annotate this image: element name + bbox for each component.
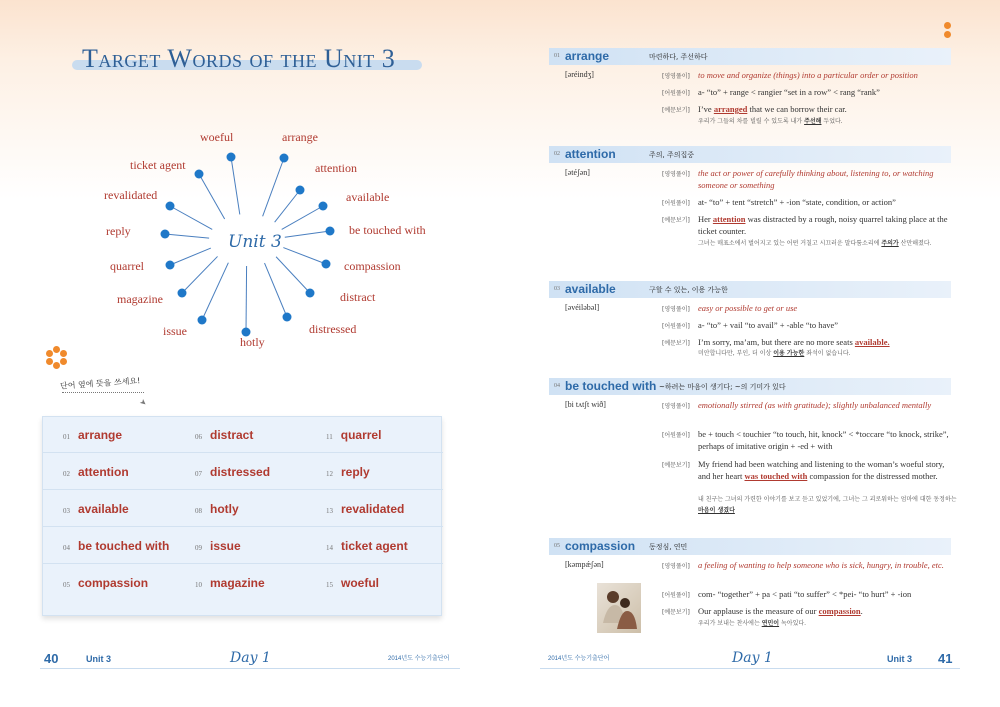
ety-label: [어원풀이] <box>662 323 690 330</box>
table-row <box>43 491 443 527</box>
wheel-dot <box>306 289 315 298</box>
table-cell: 05 compassion <box>63 576 149 590</box>
entry-header: 03 available 구할 수 있는, 이용 가능한 <box>549 281 951 298</box>
table-cell: 06 distract <box>195 428 254 442</box>
wheel-spoke <box>276 257 310 293</box>
entry-header: 01 arrange 마련하다, 주선하다 <box>549 48 951 65</box>
footer-day: Day 1 <box>230 650 271 666</box>
wheel-spoke <box>246 266 247 332</box>
table-cell: 02 attention <box>63 465 129 479</box>
entry-header: 02 attention 주의, 주의집중 <box>549 146 951 163</box>
wheel-dot <box>227 153 236 162</box>
wheel-dot <box>195 170 204 179</box>
ety-label: [어원풀이] <box>662 90 690 97</box>
ex-label: [예문보기] <box>662 107 690 114</box>
wheel-dot <box>296 186 305 195</box>
wheel-word: magazine <box>117 292 163 306</box>
footer-line <box>540 668 960 669</box>
ety-label: [어원풀이] <box>662 592 690 599</box>
def-label: [영영풀이] <box>662 563 690 570</box>
table-cell: 03 available <box>63 502 129 516</box>
wheel-dot <box>198 316 207 325</box>
dotted-arrow <box>62 392 144 393</box>
table-row <box>43 454 443 490</box>
wheel-spoke <box>170 206 212 229</box>
page-number: 40 <box>44 651 59 666</box>
table-cell: 14 ticket agent <box>326 539 408 553</box>
wheel-word: arrange <box>282 130 318 144</box>
footer-line <box>40 668 460 669</box>
wheel-word: compassion <box>344 259 401 273</box>
table-row <box>43 417 443 453</box>
etymology: at- “to” + tent “stretch” + -ion “state, condition, or action” <box>698 197 896 207</box>
example: My friend had been watching and listening to the woman’s woeful story, and her heart was touched with compassion for the distressed mother. <box>698 459 945 481</box>
table-cell: 01 arrange <box>63 428 123 442</box>
def-label: [영영풀이] <box>662 306 690 313</box>
definition: to move and organize (things) into a particular order or position <box>698 70 918 80</box>
wheel-spoke <box>275 190 300 222</box>
entry-arrange <box>549 48 951 128</box>
wheel-spoke <box>170 248 211 265</box>
wheel-spoke <box>199 174 225 219</box>
wheel-spoke <box>231 157 240 214</box>
page-number: 41 <box>938 651 953 666</box>
footer-day: Day 1 <box>732 650 773 666</box>
entry-available <box>549 281 951 361</box>
pronunciation: [əréindʒ] <box>565 70 594 79</box>
table-row <box>43 528 443 564</box>
korean-translation: 우리가 보내는 찬사에는 연민이 녹아있다. <box>698 620 807 627</box>
table-cell: 10 magazine <box>195 576 265 590</box>
footer-unit: Unit 3 <box>86 654 112 664</box>
table-cell: 15 woeful <box>326 576 379 590</box>
table-cell: 11 quarrel <box>326 428 382 442</box>
pronunciation: [kəmpǽʃən] <box>565 560 604 569</box>
page-title: Target Words of the Unit 3 <box>82 44 396 73</box>
ety-label: [어원풀이] <box>662 200 690 207</box>
dots-icon <box>942 22 952 44</box>
definition: a feeling of wanting to help someone who is sick, hungry, in trouble, etc. <box>698 560 944 570</box>
wheel-spoke <box>263 158 284 216</box>
wheel-dot <box>319 202 328 211</box>
wheel-word: revalidated <box>104 188 158 202</box>
etymology: be + touch < touchier “to touch, hit, knock” < *toccare “to knock, strike”, perhaps of imitative origin + -ed + with <box>698 429 949 451</box>
entry-header: 04 be touched with ~하려는 마음이 생기다; ~의 기미가 있다 <box>549 378 951 395</box>
footer-unit: Unit 3 <box>887 654 913 664</box>
word-wheel <box>0 0 500 380</box>
compassion-photo <box>597 583 641 633</box>
def-label: [영영풀이] <box>662 403 690 410</box>
entry-be-touched-with <box>549 378 957 523</box>
example: I’ve arranged that we can borrow their car. <box>698 104 847 114</box>
ety-label: [어원풀이] <box>662 432 690 439</box>
entry-attention <box>549 146 951 266</box>
example: Her attention was distracted by a rough, noisy quarrel taking place at the ticket counter. <box>698 214 948 236</box>
wheel-word: issue <box>163 324 187 338</box>
table-cell: 13 revalidated <box>326 502 405 516</box>
entry-header: 05 compassion 동정심, 연민 <box>549 538 951 555</box>
pronunciation: [ətéʃən] <box>565 168 590 177</box>
wheel-spoke <box>202 263 228 320</box>
korean-translation: 미안합니다만, 부인, 더 이상 이용 가능한 좌석이 없습니다. <box>698 350 851 357</box>
table-cell: 04 be touched with <box>63 539 170 553</box>
korean-translation: 그녀는 매표소에서 벌어지고 있는 어떤 거칠고 시끄러운 말다툼소리에 주의가 산만해졌다. <box>698 240 932 247</box>
wheel-spoke <box>285 231 330 237</box>
definition: the act or power of carefully thinking about, listening to, or watching someone or something <box>698 168 934 190</box>
flower-icon <box>46 346 68 368</box>
wheel-word: attention <box>315 161 357 175</box>
def-label: [영영풀이] <box>662 73 690 80</box>
wheel-spoke <box>265 263 287 317</box>
wheel-dot <box>322 260 331 269</box>
table-cell: 08 hotly <box>195 502 239 516</box>
write-instruction: 단어 옆에 뜻을 쓰세요! <box>59 376 141 391</box>
wheel-word: hotly <box>240 335 265 349</box>
ex-label: [예문보기] <box>662 462 690 469</box>
table-cell: 07 distressed <box>195 465 271 479</box>
wheel-dot <box>161 230 170 239</box>
korean-translation: 우리가 그들의 차를 빌릴 수 있도록 내가 주선해 두었다. <box>698 118 843 125</box>
wheel-word: quarrel <box>110 259 144 273</box>
def-label: [영영풀이] <box>662 171 690 178</box>
wheel-word: distressed <box>309 322 357 336</box>
wheel-dot <box>280 154 289 163</box>
wheel-word: distract <box>340 290 376 304</box>
footer-source: 2014년도 수능기출단어 <box>388 656 450 662</box>
wheel-word: woeful <box>200 130 234 144</box>
ex-label: [예문보기] <box>662 340 690 347</box>
pronunciation: [bi tʌtʃt wið] <box>565 400 606 409</box>
etymology: a- “to” + vail “to avail” + -able “to have” <box>698 320 839 330</box>
wheel-spoke <box>165 234 209 238</box>
vocab-table <box>42 416 442 616</box>
wheel-dot <box>178 289 187 298</box>
korean-translation: 내 친구는 그녀의 가련한 이야기를 보고 듣고 있었기에, 그녀는 그 괴로워하는 엄마에 대한 동정하는 마음이 생겼다 <box>698 496 957 514</box>
example: I’m sorry, ma’am, but there are no more seats available. <box>698 337 890 347</box>
arrow-head-icon: ➤ <box>137 396 149 409</box>
wheel-word: ticket agent <box>130 158 186 172</box>
wheel-center-label: Unit 3 <box>228 232 282 252</box>
wheel-spoke <box>283 248 326 264</box>
wheel-spoke <box>282 206 323 229</box>
wheel-word: be touched with <box>349 223 426 237</box>
wheel-word: available <box>346 190 390 204</box>
wheel-dot <box>166 261 175 270</box>
wheel-dot <box>166 202 175 211</box>
etymology: com- “together” + pa < pati “to suffer” < *pei- “to hurt” + -ion <box>698 589 912 599</box>
table-row <box>43 565 443 601</box>
wheel-word: reply <box>106 224 131 238</box>
pronunciation: [əvéiləbəl] <box>565 303 600 312</box>
ex-label: [예문보기] <box>662 217 690 224</box>
wheel-dot <box>326 227 335 236</box>
table-cell: 12 reply <box>326 465 370 479</box>
wheel-dot <box>283 313 292 322</box>
example: Our applause is the measure of our compassion. <box>698 606 863 616</box>
footer-source: 2014년도 수능기출단어 <box>548 656 610 662</box>
definition: easy or possible to get or use <box>698 303 798 313</box>
ex-label: [예문보기] <box>662 609 690 616</box>
definition: emotionally stirred (as with gratitude); slightly unbalanced mentally <box>698 400 932 410</box>
wheel-spoke <box>182 256 218 293</box>
etymology: a- “to” + range < rangier “set in a row” < rang “rank” <box>698 87 880 97</box>
table-cell: 09 issue <box>195 539 241 553</box>
